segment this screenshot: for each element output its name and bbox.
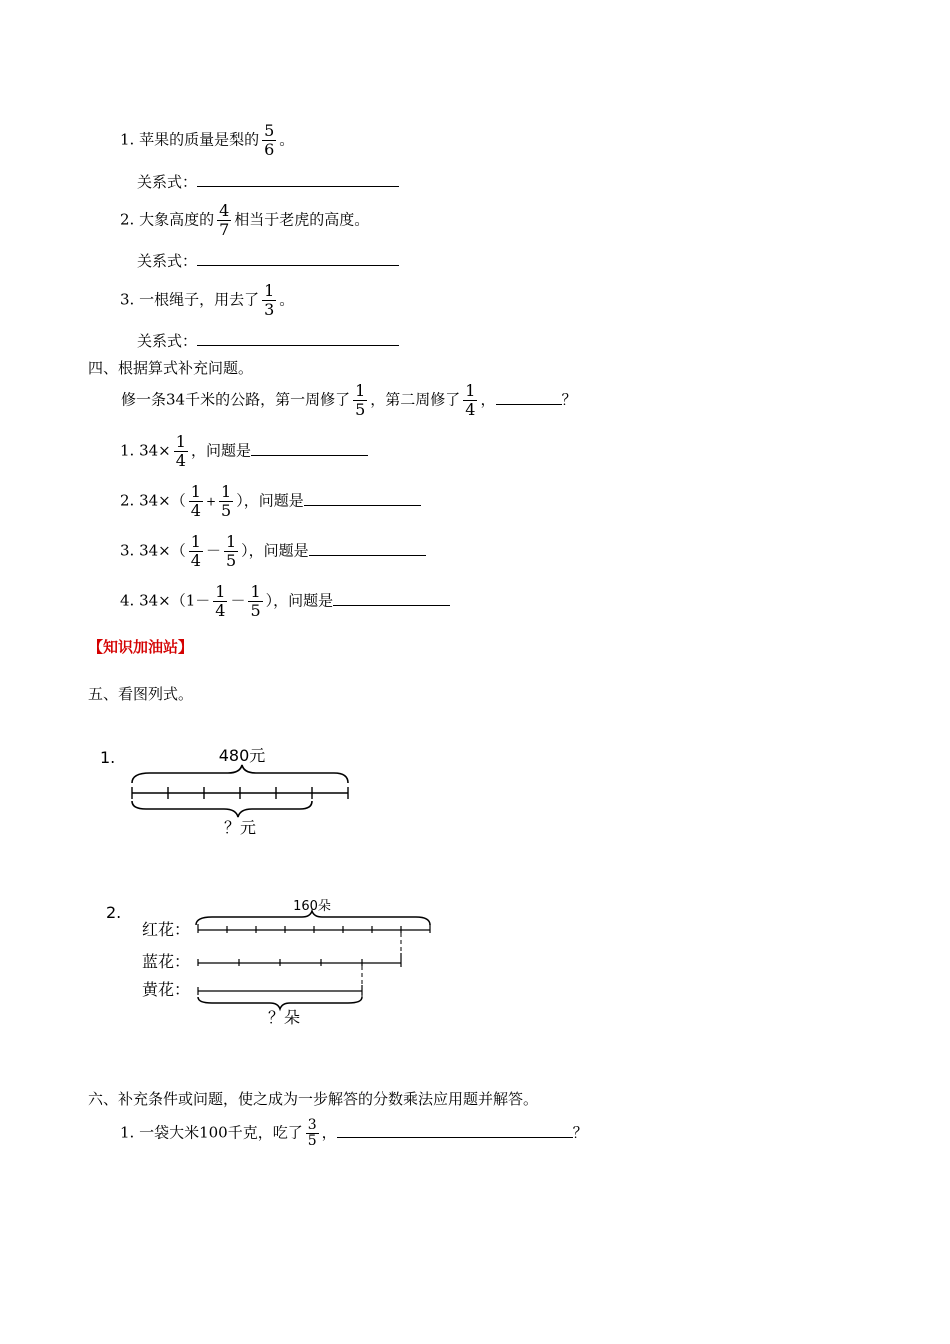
question-text: ， <box>321 1123 337 1142</box>
fraction-denominator: 5 <box>225 551 237 570</box>
yellow-flower-ticks <box>198 985 362 995</box>
section-4-item-3 <box>120 533 426 570</box>
unknown-label: ？元 <box>223 818 257 837</box>
fraction-numerator: 1 <box>190 482 201 501</box>
blue-flower-ticks <box>198 953 401 967</box>
operator: － <box>205 541 221 560</box>
relation-line-1 <box>137 172 399 192</box>
answer-blank[interactable] <box>251 441 368 456</box>
relation-line-3 <box>137 331 399 351</box>
item-text: ），问题是 <box>241 541 309 560</box>
item-text: 1. 34× <box>120 441 171 460</box>
question-suffix: 相当于老虎的高度。 <box>234 210 370 229</box>
question-text: 3. 一根绳子，用去了 <box>120 290 260 309</box>
answer-blank[interactable] <box>197 251 399 266</box>
question-suffix: 。 <box>279 130 295 149</box>
top-brace <box>196 911 430 925</box>
section-6-question-1 <box>120 1118 588 1149</box>
relation-line-2 <box>137 251 399 271</box>
fraction-denominator: 4 <box>190 551 201 570</box>
section-4-item-1 <box>120 433 368 470</box>
stem-text: ？ <box>561 390 577 409</box>
item-text: ），问题是 <box>236 491 304 510</box>
fraction-numerator: 1 <box>221 482 232 501</box>
fraction-denominator: 4 <box>190 501 201 520</box>
answer-blank[interactable] <box>309 541 426 556</box>
fraction-denominator: 5 <box>221 501 232 520</box>
fraction <box>217 202 231 239</box>
line-diagram-1 <box>90 735 390 845</box>
fraction-numerator: 1 <box>225 532 237 551</box>
fraction-denominator: 6 <box>264 140 275 159</box>
answer-blank[interactable] <box>496 390 562 405</box>
blue-flower-label: 蓝花： <box>142 952 191 971</box>
stem-text: ，第二周修了 <box>370 390 461 409</box>
question-3-2 <box>120 202 369 239</box>
answer-blank[interactable] <box>333 591 450 606</box>
fraction-denominator: 5 <box>307 1133 317 1149</box>
fraction-denominator: 7 <box>219 220 230 239</box>
fraction <box>262 282 276 319</box>
diagram-number: 2. <box>106 903 122 922</box>
relation-label: 关系式： <box>137 332 198 350</box>
item-text: 4. 34×（1－ <box>120 591 211 610</box>
answer-blank[interactable] <box>197 172 399 187</box>
fraction-numerator: 5 <box>264 121 275 140</box>
knowledge-station-label: 【知识加油站】 <box>88 638 194 656</box>
fraction-denominator: 5 <box>250 601 261 620</box>
fraction-numerator: 1 <box>465 381 476 400</box>
section-5-heading: 五、看图列式。 <box>88 685 194 703</box>
question-text: 1. 苹果的质量是梨的 <box>120 130 260 149</box>
question-3-3 <box>120 282 294 319</box>
yellow-flower-label: 黄花： <box>142 980 191 999</box>
fraction <box>219 483 233 520</box>
fraction-denominator: 3 <box>264 300 275 319</box>
bottom-brace <box>132 801 312 817</box>
diagram-number: 1. <box>100 748 116 767</box>
total-label: 160朵 <box>293 899 331 914</box>
fraction-denominator: 5 <box>355 400 366 419</box>
section-4-item-4 <box>120 583 450 620</box>
item-text: 3. 34×（ <box>120 541 186 560</box>
total-label: 480元 <box>218 746 266 765</box>
section-4-stem <box>121 382 577 419</box>
stem-text: ， <box>480 390 496 409</box>
fraction-denominator: 4 <box>215 601 226 620</box>
fraction <box>463 382 477 419</box>
question-text: ？ <box>572 1123 588 1142</box>
fraction-denominator: 4 <box>465 400 476 419</box>
fraction-numerator: 1 <box>190 532 201 551</box>
fraction <box>213 583 227 620</box>
fraction-numerator: 1 <box>264 281 275 300</box>
unknown-label: ？朵 <box>267 1008 301 1027</box>
line-diagram-2 <box>100 893 440 1028</box>
red-flower-label: 红花： <box>142 920 191 939</box>
fraction-numerator: 1 <box>215 582 226 601</box>
section-4-item-2 <box>120 483 421 520</box>
relation-label: 关系式： <box>137 252 198 270</box>
section-6-heading: 六、补充条件或问题，使之成为一步解答的分数乘法应用题并解答。 <box>88 1090 539 1108</box>
fraction <box>224 533 238 570</box>
fraction-numerator: 4 <box>219 201 230 220</box>
fraction-numerator: 1 <box>250 582 261 601</box>
fraction <box>189 483 203 520</box>
answer-blank[interactable] <box>337 1123 573 1138</box>
item-text: ，问题是 <box>190 441 251 460</box>
question-text: 2. 大象高度的 <box>120 210 215 229</box>
red-flower-ticks <box>198 924 430 933</box>
answer-blank[interactable] <box>197 331 399 346</box>
fraction <box>174 433 188 470</box>
section-4-heading: 四、根据算式补充问题。 <box>88 359 254 377</box>
item-text: ），问题是 <box>265 591 334 610</box>
fraction <box>306 1118 319 1149</box>
stem-text: 修一条34千米的公路，第一周修了 <box>121 390 351 409</box>
operator: － <box>230 591 246 610</box>
question-suffix: 。 <box>279 290 295 309</box>
item-text: 2. 34×（ <box>120 491 186 510</box>
fraction-numerator: 1 <box>355 381 366 400</box>
fraction <box>353 382 367 419</box>
fraction <box>248 583 262 620</box>
fraction-denominator: 4 <box>175 451 186 470</box>
top-brace <box>132 765 348 783</box>
answer-blank[interactable] <box>304 491 421 506</box>
fraction <box>189 533 203 570</box>
fraction-numerator: 1 <box>175 432 186 451</box>
question-text: 1. 一袋大米100千克，吃了 <box>120 1123 303 1142</box>
fraction-numerator: 3 <box>307 1117 317 1133</box>
fraction <box>262 122 276 159</box>
relation-label: 关系式： <box>137 173 198 191</box>
question-3-1 <box>120 122 294 159</box>
operator: + <box>205 494 216 509</box>
